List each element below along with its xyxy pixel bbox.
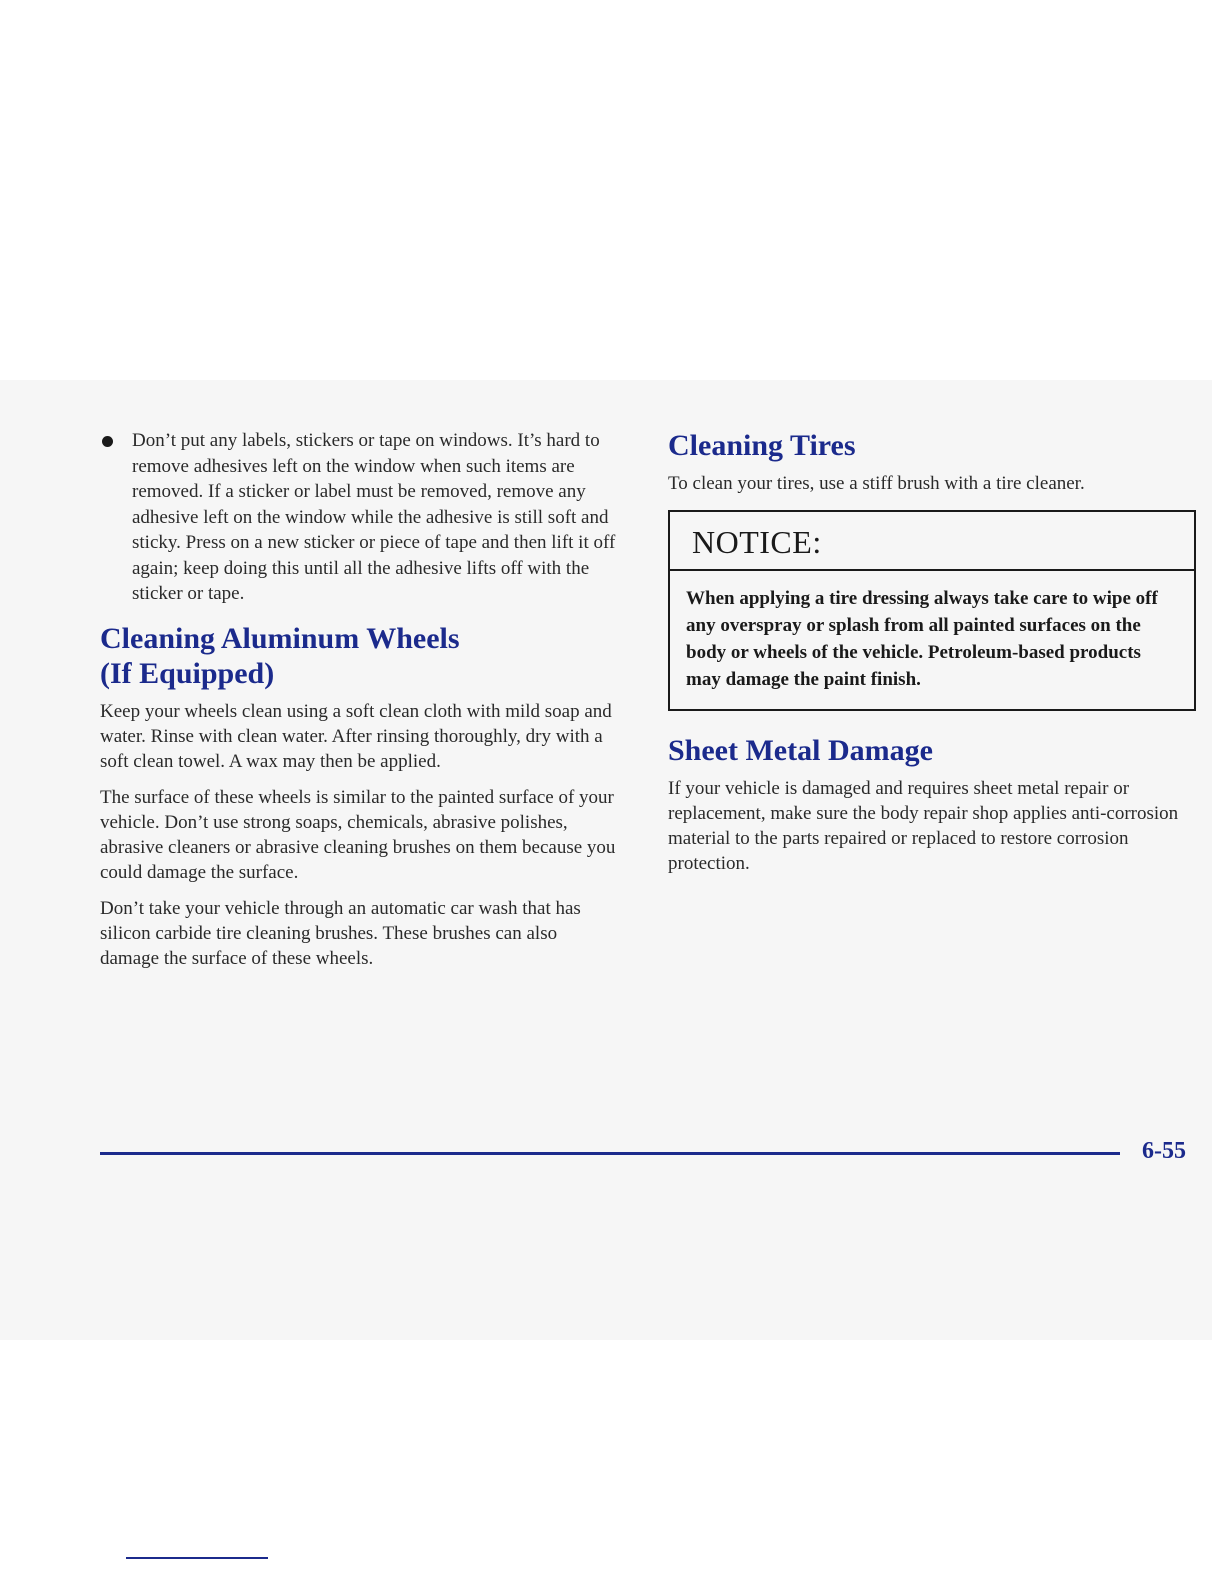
bullet-text: Don’t put any labels, stickers or tape on windows. It’s hard to remove adhesives left on the window when such items are removed. If a sticker or label must be removed, remove any adhesive left on the window while the adhesive is still soft and sticky. Press on a new sticker or piece of tape and then lift it off again; keep doing this until all the adhesive lifts off with the sticker or tape.: [132, 430, 616, 604]
right-column: [668, 428, 1196, 887]
cleaning-tires-heading: Cleaning Tires: [668, 429, 856, 462]
footer-rule: [100, 1152, 1120, 1155]
aluminum-paragraph-3: Don’t take your vehicle through an automatic car wash that has silicon carbide tire cleaning brushes. These brushes can also damage the surface of these wheels.: [100, 897, 581, 969]
aluminum-wheels-heading-line2: (If Equipped): [100, 656, 275, 690]
notice-box: [668, 510, 1196, 711]
left-column: [100, 428, 620, 982]
sheet-metal-text: If your vehicle is damaged and requires sheet metal repair or replacement, make sure the body repair shop applies anti-corrosion material to the parts repaired or replaced to restore corrosion protection.: [668, 778, 1179, 874]
window-labels-bullet: [100, 428, 620, 607]
bullet-icon: [102, 436, 113, 447]
manual-page: [0, 380, 1212, 1340]
aluminum-paragraph-2: The surface of these wheels is similar to the painted surface of your vehicle. Don’t use strong soaps, chemicals, abrasive polishes, abrasive cleaners or abrasive cleaning brushes on them because you could damage the surface.: [100, 786, 616, 883]
aluminum-wheels-heading-line1: Cleaning Aluminum Wheels: [100, 621, 460, 655]
bottom-underline: [126, 1557, 268, 1559]
notice-text: When applying a tire dressing always take care to wipe off any overspray or splash from all painted surfaces on the body or wheels of the vehicle. Petroleum-based products may damage the paint finish.: [686, 588, 1158, 690]
cleaning-tires-text: To clean your tires, use a stiff brush with a tire cleaner.: [668, 473, 1085, 494]
notice-title: NOTICE:: [670, 512, 1194, 571]
page-number: 6-55: [1142, 1138, 1186, 1164]
aluminum-paragraph-1: Keep your wheels clean using a soft clean cloth with mild soap and water. Rinse with clean water. After rinsing thoroughly, dry with a soft clean towel. A wax may then be applied.: [100, 700, 612, 772]
sheet-metal-heading: Sheet Metal Damage: [668, 734, 933, 767]
aluminum-wheels-heading: [100, 621, 620, 691]
